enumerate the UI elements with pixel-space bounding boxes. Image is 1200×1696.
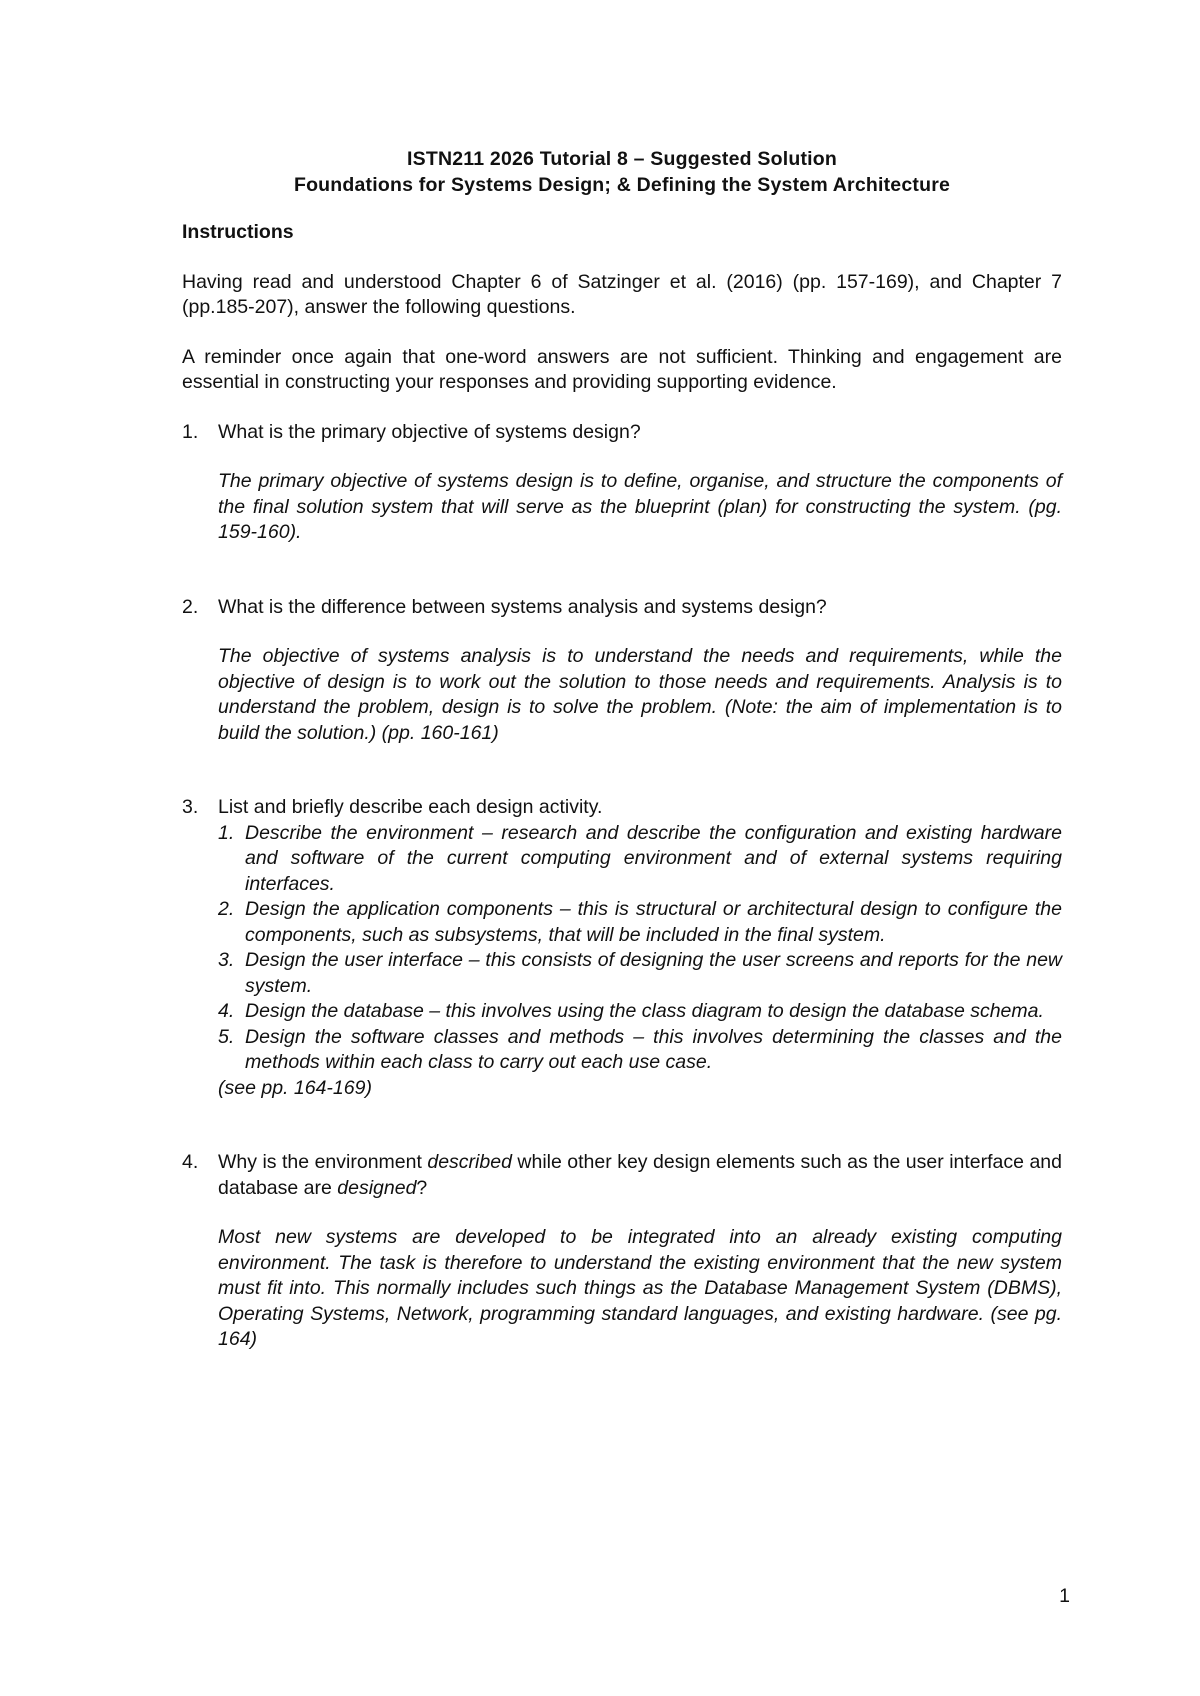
intro-paragraph-2: A reminder once again that one-word answers are not sufficient. Thinking and engagement are essential in constructing your responses and providing supporting evidence. [182, 345, 1062, 393]
question-emphasis-designed: designed [337, 1176, 417, 1199]
answer-3-reference: (see pp. 164-169) [218, 1076, 372, 1099]
answer-1: The primary objective of systems design is to define, organise, and structure the components of the final solution system that will serve as the blueprint (plan) for constructing the system. (pg. 159-160). [218, 470, 1062, 543]
question-2 [182, 595, 1062, 747]
design-activities-list [218, 821, 1062, 1076]
document-subtitle: Foundations for Systems Design; & Defining the System Architecture [293, 173, 951, 196]
answer-2: The objective of systems analysis is to understand the needs and requirements, while the objective of design is to work out the solution to those needs and requirements. Analysis is to understand the problem, design is to solve the problem. (Note: the aim of implementation is to build the solution.) (pp. 160-161) [218, 645, 1062, 744]
activity-number: 4. [218, 1000, 235, 1022]
instructions-heading: Instructions [182, 221, 294, 243]
question-number: 2. [182, 595, 199, 618]
answer-4: Most new systems are developed to be integrated into an already existing computing environment. The task is therefore to understand the existing environment that the new system must fit into. This normally includes such things as the Database Management System (DBMS), Operating Systems, Network, programming standard languages, and existing hardware. (see pg. 164) [218, 1226, 1062, 1350]
list-item [218, 948, 1062, 999]
question-1 [182, 420, 1062, 546]
activity-text: Design the software classes and methods – this involves determining the classes and the methods within each class to carry out each use case. [245, 1025, 1062, 1073]
question-prompt-part-1: Why is the environment [218, 1151, 428, 1173]
question-4-text [182, 1150, 1062, 1201]
activity-text: Describe the environment – research and describe the configuration and existing hardware and software of the current computing environment and of external systems requiring interfaces. [245, 821, 1062, 895]
question-number: 1. [182, 420, 199, 443]
question-number: 4. [182, 1151, 199, 1173]
document-content [182, 147, 1062, 1353]
question-prompt-part-3: ? [416, 1176, 428, 1199]
question-emphasis-described: described [427, 1151, 512, 1173]
activity-text: Design the user interface – this consists of designing the user screens and reports for the new system. [245, 949, 1062, 997]
question-prompt-part-2: while other key design elements such as the user interface and database are [218, 1151, 1062, 1199]
activity-text: Design the database – this involves using the class diagram to design the database schema. [245, 1000, 1044, 1022]
activity-number: 2. [218, 898, 235, 920]
activity-number: 5. [218, 1025, 235, 1048]
question-prompt: What is the difference between systems analysis and systems design? [218, 595, 827, 618]
question-1-text [182, 420, 1062, 446]
list-item [218, 897, 1062, 948]
question-prompt: What is the primary objective of systems design? [218, 420, 641, 443]
page-number: 1 [1059, 1585, 1070, 1607]
question-4 [182, 1150, 1062, 1353]
question-3 [182, 795, 1062, 1101]
question-3-text [182, 795, 1062, 821]
question-number: 3. [182, 796, 199, 818]
list-item [218, 1025, 1062, 1076]
activity-number: 1. [218, 821, 235, 844]
list-item [218, 821, 1062, 898]
question-prompt: List and briefly describe each design activity. [218, 796, 603, 818]
intro-paragraph-1: Having read and understood Chapter 6 of Satzinger et al. (2016) (pp. 157-169), and Chapter 7 (pp.185-207), answer the following questions. [182, 270, 1062, 318]
list-item [218, 999, 1062, 1025]
document-title: ISTN211 2026 Tutorial 8 – Suggested Solution [407, 148, 837, 170]
question-2-text [182, 595, 1062, 621]
activity-text: Design the application components – this is structural or architectural design to configure the components, such as subsystems, that will be included in the final system. [245, 898, 1062, 946]
activity-number: 3. [218, 949, 235, 971]
